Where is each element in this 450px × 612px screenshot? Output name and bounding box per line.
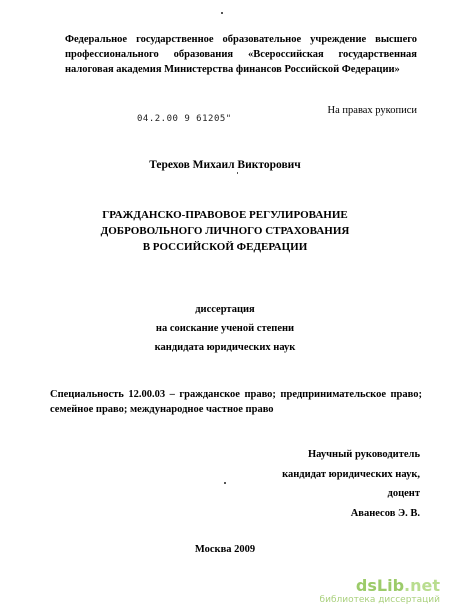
work-type-line-3: кандидата юридических наук — [154, 342, 296, 353]
work-type — [0, 300, 450, 357]
institution-line-3: налоговая академия Министерства финансов Российской Федерации» — [65, 64, 400, 75]
manuscript-rights-note: На правах рукописи — [327, 105, 417, 116]
scientific-advisor — [250, 445, 420, 523]
registration-code-stamp: 04.2.00 9 61205" — [137, 114, 232, 124]
institution-line-1: Федеральное государственное образовательное учреждение высшего — [65, 34, 417, 45]
watermark-subtitle: библиотека диссертаций — [319, 595, 440, 605]
dslib-watermark[interactable] — [280, 577, 440, 606]
city-year: Москва 2009 — [194, 544, 256, 555]
specialty-line-1: Специальность 12.00.03 – гражданское право; предпринимательское право; — [50, 389, 422, 400]
specialty-line-2: семейное право; международное частное право — [50, 404, 274, 415]
watermark-logo — [280, 577, 440, 595]
advisor-name: Аванесов Э. В. — [350, 507, 420, 519]
institution-header — [65, 32, 417, 77]
watermark-brand-main: dsLib — [355, 576, 405, 595]
title-line-3: В РОССИЙСКОЙ ФЕДЕРАЦИИ — [142, 241, 308, 253]
advisor-degree: кандидат юридических наук, — [282, 468, 420, 480]
dissertation-title — [0, 207, 450, 255]
author-name: Терехов Михаил Викторович — [149, 159, 301, 171]
scan-speck — [224, 482, 226, 484]
advisor-role: Научный руководитель — [308, 449, 420, 460]
scan-speck — [221, 12, 223, 14]
watermark-brand-tld: .net — [404, 576, 440, 595]
institution-line-2: профессионального образования «Всероссийская государственная — [65, 49, 417, 60]
title-line-2: ДОБРОВОЛЬНОГО ЛИЧНОГО СТРАХОВАНИЯ — [100, 225, 350, 237]
work-type-line-1: диссертация — [195, 304, 255, 315]
work-type-line-2: на соискание ученой степени — [155, 323, 295, 334]
advisor-rank: доцент — [387, 488, 420, 499]
specialty — [50, 387, 422, 417]
title-line-1: ГРАЖДАНСКО-ПРАВОВОЕ РЕГУЛИРОВАНИЕ — [102, 209, 348, 221]
